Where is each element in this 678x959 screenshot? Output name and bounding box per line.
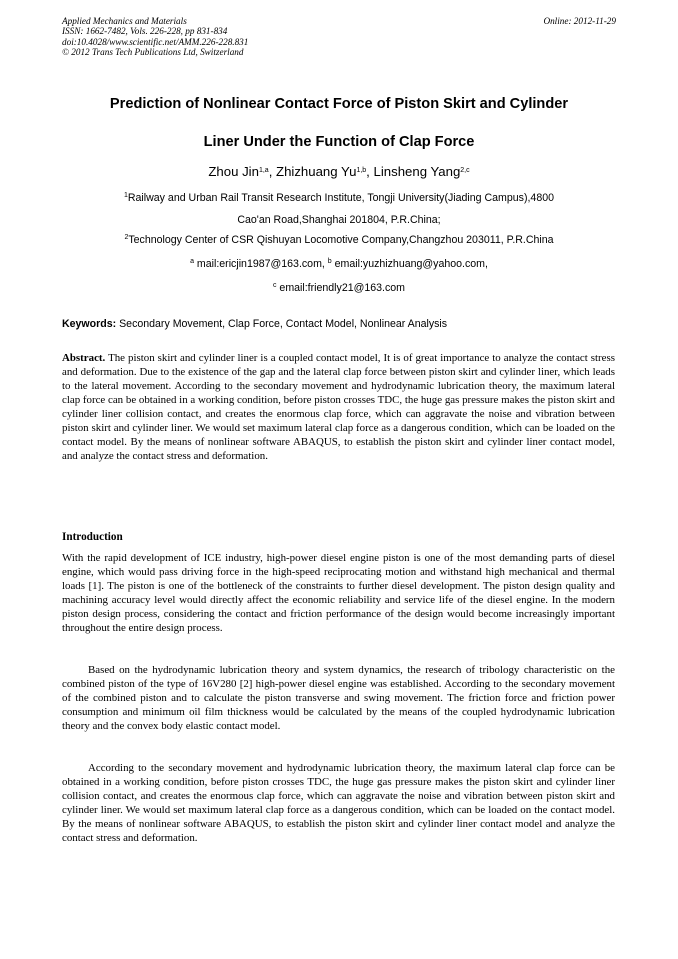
affiliation-text: Technology Center of CSR Qishuyan Locomotive Company,Changzhou 203011, P.R.China	[128, 234, 554, 246]
affiliation-2	[62, 233, 616, 247]
email-mark: a	[190, 258, 194, 265]
abstract	[62, 351, 615, 463]
affiliation-mark: 2	[124, 234, 129, 241]
keywords-label: Keywords:	[62, 318, 117, 330]
affiliation-1-line-2: Cao'an Road,Shanghai 201804, P.R.China;	[237, 214, 441, 226]
author-affiliation-mark: 1,a	[258, 167, 269, 174]
keywords	[62, 317, 447, 331]
author-separator: ,	[268, 164, 277, 179]
email-mark: c	[272, 282, 277, 289]
intro-paragraph-1: With the rapid development of ICE industry, high-power diesel engine piston is one of the most demanding parts of diesel engine, which would pass driving force in the high-speed reciprocating motion and withstand high mechanical and thermal loads [1]. The piston is one of the bottleneck of the constraints to further diesel development. The piston design quality and machining accuracy level would directly affect the economic reliability and service life of the diesel engine. In the modern piston design process, considering the contact and friction performance of the design would become increasingly important throughout the entire design process.	[62, 552, 615, 634]
intro-paragraph-2: Based on the hydrodynamic lubrication theory and system dynamics, the research of tribology characteristic on the combined piston of the type of 16V280 [2] high-power diesel engine was established. According to the secondary movement of the combined piston and to calculate the piston transverse and swing movement. The friction force and friction power consumption and minimum oil film thickness would be calculated by the means of the coupled hydrodynamic lubrication theory and the convex body elastic contact model.	[62, 664, 615, 732]
paper-title-line-1: Prediction of Nonlinear Contact Force of Piston Skirt and Cylinder	[109, 96, 569, 112]
journal-doi: doi:10.4028/www.scientific.net/AMM.226-228.831	[62, 36, 249, 47]
affiliation-text: Railway and Urban Rail Transit Research Institute, Tongji University(Jiading Campus),4800	[127, 192, 554, 204]
email-text: mail:ericjin1987@163.com,	[193, 258, 328, 270]
journal-copyright: © 2012 Trans Tech Publications Ltd, Switzerland	[62, 47, 244, 58]
section-heading-introduction: Introduction	[62, 531, 123, 543]
journal-issn: ISSN: 1662-7482, Vols. 226-228, pp 831-834	[62, 26, 228, 37]
author-name: Linsheng Yang	[373, 164, 461, 179]
author-separator: ,	[366, 164, 374, 179]
email-text: email:yuzhizhuang@yahoo.com,	[331, 258, 488, 270]
affiliation-1-line-1	[62, 191, 616, 205]
affiliation-mark: 1	[123, 192, 128, 199]
email-line-1	[62, 257, 616, 271]
email-line-2	[62, 281, 616, 295]
journal-name: Applied Mechanics and Materials	[62, 16, 187, 26]
email-text: email:friendly21@163.com	[276, 282, 406, 294]
journal-info	[62, 16, 248, 58]
abstract-text: The piston skirt and cylinder liner is a coupled contact model, It is of great importance to analyze the contact stress and deformation. Due to the existence of the gap and the lateral clap force between piston skirt and cylinder liner, which leads to the lateral movement. According to the secondary movement and hydrodynamic lubrication theory, the maximum lateral clap force can be obtained in a working condition, before piston crosses TDC, the huge gas pressure makes the piston skirt and cylinder liner collision contact, and creates the enormous clap force, which can aggravate the noise and vibration between piston skirt and cylinder liner. We would set maximum lateral clap force as a dangerous condition, which can be loaded on the contact model. By the means of nonlinear software ABAQUS, to establish the piston skirt and cylinder liner contact model, and analyze the contact stress and deformation.	[62, 352, 615, 462]
author-name: Zhou Jin	[208, 164, 259, 179]
intro-paragraph-3: According to the secondary movement and hydrodynamic lubrication theory, the maximum lateral clap force can be obtained in a working condition, before piston crosses TDC, the huge gas pressure makes the piston skirt and cylinder liner collision contact, and creates the enormous clap force, which can aggravate the noise and vibration between piston skirt and cylinder liner. We would set maximum lateral clap force as a dangerous condition, which can be loaded on the contact model. By the means of nonlinear software ABAQUS, to establish the piston skirt and cylinder liner contact model and analyze the contact stress and deformation.	[62, 762, 615, 844]
author-name: Zhizhuang Yu	[276, 164, 357, 179]
online-date: Online: 2012-11-29	[543, 16, 616, 26]
author-list	[62, 163, 616, 181]
author-affiliation-mark: 2,c	[460, 167, 470, 174]
author-affiliation-mark: 1,b	[356, 167, 367, 174]
email-mark: b	[327, 258, 332, 265]
paper-title-line-2: Liner Under the Function of Clap Force	[203, 134, 475, 150]
abstract-label: Abstract.	[62, 352, 106, 364]
keywords-text: Secondary Movement, Clap Force, Contact Model, Nonlinear Analysis	[116, 318, 448, 330]
